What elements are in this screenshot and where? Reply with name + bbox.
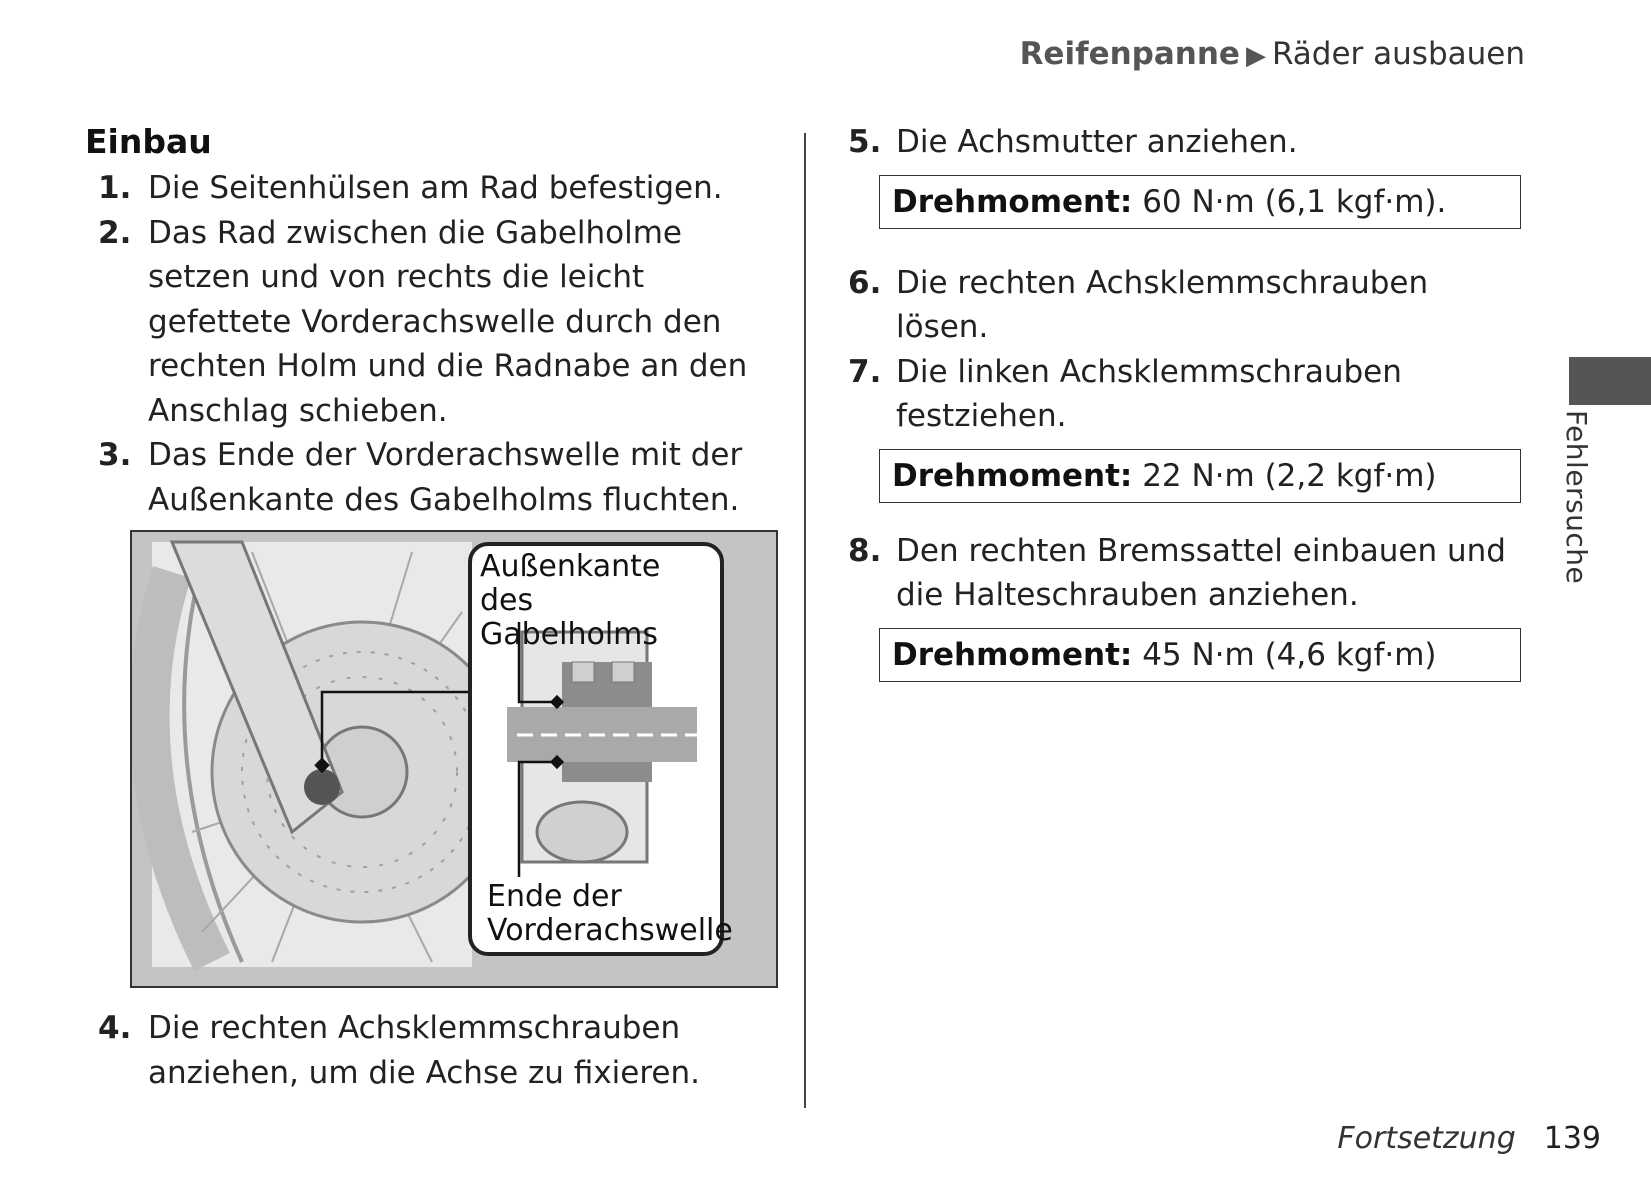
step-7 xyxy=(848,350,1528,439)
torque-value: 22 N·m (2,2 kgf·m) xyxy=(1142,457,1437,494)
step-text: Die Seitenhülsen am Rad befestigen. xyxy=(148,170,723,206)
step-text: Die Achsmutter anziehen. xyxy=(896,124,1298,160)
left-column xyxy=(85,120,785,1095)
step-number: 5. xyxy=(848,124,882,160)
right-column xyxy=(848,120,1528,682)
torque-value: 45 N·m (4,6 kgf·m) xyxy=(1142,636,1437,673)
breadcrumb-page: Räder ausbauen xyxy=(1271,36,1525,72)
step-number: 7. xyxy=(848,353,882,390)
breadcrumb xyxy=(1020,36,1525,72)
torque-label: Drehmoment: xyxy=(892,183,1133,220)
breadcrumb-section: Reifenpanne xyxy=(1019,36,1240,72)
torque-label: Drehmoment: xyxy=(892,636,1133,673)
label-axle-end: Ende der Vorderachswelle xyxy=(487,879,733,948)
page-footer xyxy=(1337,1121,1601,1156)
torque-box-3 xyxy=(879,628,1521,682)
step-number: 8. xyxy=(848,532,882,569)
torque-box-1 xyxy=(879,175,1521,229)
column-divider xyxy=(804,133,806,1108)
step-number: 1. xyxy=(98,170,132,206)
step-6 xyxy=(848,261,1528,350)
torque-value: 60 N·m (6,1 kgf·m). xyxy=(1142,183,1447,220)
step-number: 6. xyxy=(848,264,882,301)
chapter-tab-label xyxy=(1560,410,1600,590)
step-text: Die rechten Achsklemmschrauben lösen. xyxy=(896,264,1429,345)
step-text: Den rechten Bremssattel einbauen und die Halteschrauben anziehen. xyxy=(896,532,1506,613)
step-text: Das Ende der Vorderachswelle mit der Außenkante des Gabelholms fluchten. xyxy=(148,437,743,518)
step-3 xyxy=(85,433,785,522)
step-number: 3. xyxy=(98,437,132,473)
torque-box-2 xyxy=(879,449,1521,503)
step-text: Das Rad zwischen die Gabelholme setzen und von rechts die leicht gefettete Vorderachswelle durch den rechten Holm und die Radnabe an den Anschlag schieben. xyxy=(148,214,748,429)
continued-note: Fortsetzung xyxy=(1337,1121,1516,1156)
section-title: Einbau xyxy=(85,122,212,161)
step-number: 2. xyxy=(98,214,132,251)
chapter-tab-marker xyxy=(1569,357,1651,405)
chapter-tab-text: Fehlersuche xyxy=(1560,410,1593,585)
step-number: 4. xyxy=(98,1010,132,1046)
step-5 xyxy=(848,120,1528,165)
step-4 xyxy=(85,1006,785,1095)
torque-label: Drehmoment: xyxy=(892,457,1133,494)
step-text: Die linken Achsklemmschrauben festziehen. xyxy=(896,353,1402,434)
breadcrumb-arrow-icon: ▶ xyxy=(1245,41,1266,71)
label-outer-edge: Außenkante des Gabelholms xyxy=(480,549,661,652)
step-8 xyxy=(848,529,1528,618)
step-text: Die rechten Achsklemmschrauben anziehen, um die Achse zu fixieren. xyxy=(148,1010,700,1091)
step-2 xyxy=(85,211,785,434)
step-1 xyxy=(85,166,785,211)
page-number: 139 xyxy=(1543,1121,1601,1156)
axle-end xyxy=(304,769,340,805)
axle-illustration xyxy=(130,530,778,988)
